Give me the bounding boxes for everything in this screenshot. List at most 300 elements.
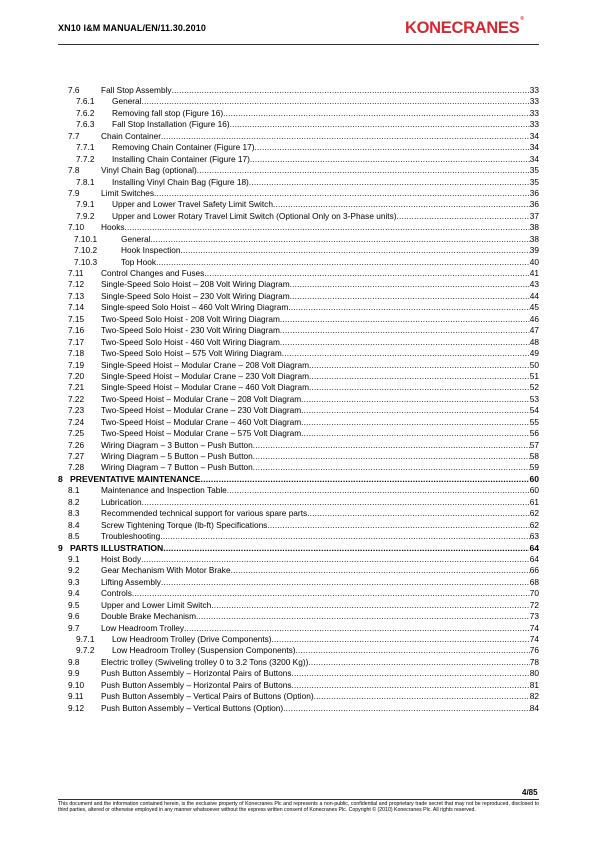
toc-section-title: Single-Speed Solo Hoist – 208 Volt Wiring Diagram [101,279,290,290]
toc-entry [121,257,539,268]
toc-section-number: 7.10.3 [74,256,98,267]
toc-page-number: 38 [529,222,539,233]
toc-row[interactable] [58,199,539,210]
toc-page-number: 64 [529,542,539,553]
toc-section-number: 7.10.1 [74,233,98,244]
toc-entry [101,680,539,691]
toc-page-number: 47 [529,325,539,336]
toc-row[interactable] [58,394,539,405]
toc-dot-leader [142,96,530,107]
toc-dot-leader [231,565,530,576]
toc-page-number: 60 [529,485,539,496]
toc-section-title: Limit Switches [101,187,155,198]
toc-entry [101,485,539,496]
toc-page-number: 58 [529,451,539,461]
toc-page-number: 52 [529,382,539,393]
toc-dot-leader [309,360,530,371]
toc-row[interactable] [58,96,539,107]
toc-page-number: 46 [529,313,539,324]
toc-section-title: Lubrication [101,496,142,507]
toc-section-number: 7.19 [68,359,85,370]
toc-entry [101,165,539,176]
toc-dot-leader [151,234,530,245]
toc-dot-leader [227,485,530,496]
toc-dot-leader [141,554,530,565]
toc-page-number: 34 [529,130,539,141]
toc-entry [101,703,539,714]
toc-row[interactable] [58,348,539,359]
toc-section-number: 7.24 [68,416,85,427]
toc-row[interactable] [58,222,539,233]
toc-section-title: Recommended technical support for various spare parts [101,508,308,519]
toc-section-title: Push Button Assembly – Horizontal Pairs of Buttons [101,668,292,679]
toc-dot-leader [201,474,530,485]
toc-dot-leader [309,382,530,393]
toc-row[interactable] [58,703,539,714]
toc-section-title: Installing Chain Container (Figure 17) [112,153,250,164]
toc-page-number: 82 [529,691,539,702]
toc-row[interactable] [58,85,539,96]
toc-page-number: 44 [529,290,539,301]
toc-entry [101,371,539,382]
toc-entry [70,543,539,554]
document-header-title: XN10 I&M MANUAL/EN/11.30.2010 [58,23,206,33]
toc-page-number: 84 [529,702,539,713]
toc-section-number: 7.22 [68,393,85,404]
toc-section-title: Upper and Lower Limit Switch [101,599,212,610]
toc-section-number: 7.11 [68,268,84,278]
toc-row[interactable] [58,291,539,302]
toc-entry [101,325,539,336]
toc-entry [101,668,539,679]
toc-page-number: 41 [529,268,539,278]
toc-row[interactable] [58,188,539,199]
toc-section-number: 9.2 [68,565,80,576]
toc-page-number: 33 [529,107,539,118]
toc-dot-leader [196,611,530,622]
toc-entry [101,497,539,508]
toc-section-number: 7.10.2 [74,245,98,256]
toc-dot-leader [308,657,529,668]
toc-page-number: 39 [529,245,539,256]
toc-row[interactable] [58,142,539,153]
toc-row[interactable] [58,462,539,473]
toc-section-number: 7.9 [68,187,80,198]
header-divider [58,44,539,45]
toc-dot-leader [204,268,529,279]
toc-dot-leader [223,108,530,119]
toc-section-number: 7.23 [68,405,85,416]
toc-dot-leader [272,634,530,645]
toc-section-number: 7.14 [68,302,85,313]
toc-row[interactable] [58,600,539,611]
toc-entry [101,520,539,531]
toc-dot-leader [230,119,530,130]
footer-divider [58,799,539,800]
toc-section-title: Top Hook [121,256,157,267]
toc-page-number: 62 [529,519,539,530]
toc-row[interactable] [58,485,539,496]
toc-section-title: Two-Speed Hoist – Modular Crane – 460 Volt Diagram [101,416,302,427]
toc-entry [112,96,539,107]
konecranes-logo: KONECRANES® [405,15,524,37]
toc-page-number: 74 [529,634,539,644]
toc-section-number: 7.13 [68,290,85,301]
toc-page-number: 74 [529,622,539,633]
toc-section-title: Two-Speed Solo Hoist - 460 Volt Wiring Diagram [101,336,280,347]
toc-section-number: 9.4 [68,588,80,599]
toc-dot-leader [253,462,530,473]
toc-dot-leader [160,531,530,542]
toc-entry [101,417,539,428]
toc-row[interactable] [58,131,539,142]
toc-dot-leader [197,165,530,176]
toc-dot-leader [249,177,530,188]
toc-section-number: 9.12 [68,702,85,713]
toc-section-number: 9 [58,542,63,553]
toc-section-title: PARTS ILLUSTRATION [70,542,164,553]
toc-row[interactable] [58,691,539,702]
toc-section-number: 7.20 [68,370,85,381]
toc-row[interactable] [58,508,539,519]
toc-section-number: 7.6.1 [76,96,95,107]
toc-entry [112,645,539,656]
toc-page-number: 51 [529,370,539,381]
toc-row[interactable] [58,177,539,188]
toc-page-number: 35 [529,176,539,187]
confidentiality-notice: This document and the information contained herein, is the exclusive property of Konecranes Plc and represents a non-public, confidential and proprietary trade secret that may not be reproduced, disclosed to third parties, altered or otherwise employed in any manner whatsoever without the express written consent of Konecranes Plc. Copyright © (2010) Konecranes Plc. All rights reserved. [58,801,539,814]
toc-page-number: 54 [529,405,539,416]
toc-entry [101,451,539,462]
toc-section-title: Wiring Diagram – 7 Button – Push Button [101,462,253,473]
toc-dot-leader [142,497,530,508]
toc-row[interactable] [58,382,539,393]
toc-page-number: 72 [529,599,539,610]
toc-section-number: 9.6 [68,611,80,622]
toc-dot-leader [314,691,530,702]
toc-row[interactable] [58,314,539,325]
toc-section-number: 8.2 [68,496,80,507]
toc-row[interactable] [58,668,539,679]
toc-page-number: 60 [529,473,539,484]
toc-section-title: Single-speed Solo Hoist – 460 Volt Wiring Diagram [101,302,289,313]
toc-section-number: 7.7.1 [76,142,95,153]
toc-page-number: 76 [529,645,539,656]
toc-row[interactable] [58,565,539,576]
toc-row[interactable] [58,680,539,691]
toc-page-number: 38 [529,233,539,244]
toc-dot-leader [301,405,530,416]
toc-section-title: Upper and Lower Travel Safety Limit Switch [112,199,273,210]
toc-entry [112,199,539,210]
toc-section-title: Lifting Assembly [101,576,161,587]
toc-entry [101,348,539,359]
toc-dot-leader [288,302,530,313]
toc-section-title: Push Button Assembly – Vertical Buttons (Option) [101,702,284,713]
toc-section-title: Two-Speed Hoist – Modular Crane – 230 Volt Diagram [101,405,302,416]
toc-page-number: 81 [529,679,539,690]
toc-section-number: 9.7.2 [76,645,95,656]
toc-section-number: 7.16 [68,325,85,336]
toc-section-title: Vinyl Chain Bag (optional) [101,165,197,176]
toc-section-title: Single-Speed Hoist – Modular Crane – 460 Volt Diagram [101,382,309,393]
toc-dot-leader [172,85,530,96]
toc-section-title: Screw Tightening Torque (lb-ft) Specifications [101,519,268,530]
toc-dot-leader [309,371,530,382]
toc-row[interactable] [58,360,539,371]
toc-page-number: 49 [529,348,539,359]
toc-section-title: Wiring Diagram – 5 Button – Push Button [101,451,253,461]
toc-chapter-row[interactable] [58,474,539,485]
toc-row[interactable] [58,268,539,279]
toc-section-number: 7.8 [68,165,80,176]
toc-entry [101,565,539,576]
toc-entry [112,177,539,188]
toc-row[interactable] [58,245,539,256]
toc-section-title: Hook Inspection [121,245,181,256]
toc-entry [101,188,539,199]
toc-dot-leader [290,279,530,290]
toc-dot-leader [280,337,530,348]
toc-section-number: 7.9.1 [76,199,95,210]
toc-page-number: 68 [529,576,539,587]
toc-entry [101,440,539,451]
toc-row[interactable] [58,588,539,599]
toc-page-number: 37 [529,210,539,221]
toc-dot-leader [211,600,530,611]
toc-row[interactable] [58,531,539,542]
toc-page-number: 43 [529,279,539,290]
toc-section-title: Electric trolley (Swiveling trolley 0 to 3.2 Tons (3200 Kg)) [101,656,309,667]
toc-section-number: 9.5 [68,599,80,610]
toc-entry [101,600,539,611]
toc-dot-leader [296,645,530,656]
toc-page-number: 36 [529,199,539,210]
toc-section-number: 7.7.2 [76,153,95,164]
toc-entry [101,508,539,519]
toc-row[interactable] [58,302,539,313]
toc-entry [121,245,539,256]
toc-dot-leader [181,245,530,256]
toc-page-number: 80 [529,668,539,679]
toc-section-title: Gear Mechanism With Motor Brake [101,565,231,576]
toc-page-number: 78 [529,656,539,667]
toc-entry [101,691,539,702]
toc-dot-leader [280,325,530,336]
toc-page-number: 35 [529,165,539,176]
toc-dot-leader [282,348,530,359]
toc-section-number: 8 [58,473,63,484]
toc-entry [101,623,539,634]
toc-row[interactable] [58,657,539,668]
toc-row[interactable] [58,405,539,416]
toc-entry [121,234,539,245]
toc-section-title: Push Button Assembly – Horizontal Pairs of Buttons [101,679,292,690]
toc-page-number: 73 [529,611,539,622]
toc-section-title: Two-Speed Hoist – Modular Crane – 575 Volt Diagram [101,428,302,439]
toc-entry [101,657,539,668]
toc-section-number: 7.8.1 [76,176,95,187]
toc-section-number: 7.18 [68,348,85,359]
toc-row[interactable] [58,211,539,222]
toc-page-number: 64 [529,553,539,564]
toc-entry [101,462,539,473]
toc-dot-leader [290,291,530,302]
toc-row[interactable] [58,623,539,634]
toc-row[interactable] [58,634,539,645]
toc-section-title: Single-Speed Solo Hoist – 230 Volt Wiring Diagram [101,290,290,301]
toc-row[interactable] [58,337,539,348]
toc-row[interactable] [58,119,539,130]
toc-section-number: 7.10 [68,222,85,233]
toc-dot-leader [156,257,530,268]
toc-page-number: 33 [529,119,539,130]
toc-entry [101,577,539,588]
toc-row[interactable] [58,257,539,268]
toc-dot-leader [397,211,530,222]
toc-entry [101,268,539,279]
toc-row[interactable] [58,417,539,428]
toc-row[interactable] [58,154,539,165]
toc-section-title: Fall Stop Installation (Figure 16) [112,119,230,130]
toc-dot-leader [253,451,530,462]
toc-section-title: Two-Speed Solo Hoist – 575 Volt Wiring Diagram [101,348,282,359]
toc-section-number: 7.6.3 [76,119,95,130]
toc-row[interactable] [58,645,539,656]
toc-section-number: 7.15 [68,313,85,324]
toc-row[interactable] [58,497,539,508]
toc-page-number: 56 [529,428,539,439]
toc-page-number: 34 [529,153,539,164]
toc-dot-leader [291,680,529,691]
toc-dot-leader [161,577,530,588]
toc-page-number: 55 [529,416,539,427]
toc-page-number: 33 [529,96,539,107]
toc-entry [70,474,539,485]
toc-section-number: 7.25 [68,428,85,439]
toc-row[interactable] [58,165,539,176]
toc-section-number: 7.7 [68,130,80,141]
toc-entry [101,360,539,371]
toc-dot-leader [301,428,530,439]
toc-page-number: 62 [529,508,539,519]
toc-dot-leader [280,314,530,325]
toc-section-number: 7.17 [68,336,85,347]
toc-section-number: 8.4 [68,519,80,530]
toc-row[interactable] [58,577,539,588]
toc-entry [101,291,539,302]
toc-entry [101,531,539,542]
toc-section-number: 7.26 [68,439,85,450]
toc-section-number: 9.9 [68,668,80,679]
toc-section-number: 7.28 [68,462,85,473]
toc-entry [101,588,539,599]
toc-dot-leader [132,588,530,599]
toc-dot-leader [255,142,530,153]
toc-section-number: 8.5 [68,531,80,542]
toc-entry [112,634,539,645]
toc-section-title: Troubleshooting [101,531,161,542]
toc-row[interactable] [58,520,539,531]
toc-dot-leader [283,703,530,714]
toc-entry [101,222,539,233]
toc-entry [101,382,539,393]
toc-row[interactable] [58,428,539,439]
toc-section-title: General [112,96,142,107]
toc-section-number: 9.3 [68,576,80,587]
toc-entry [112,211,539,222]
toc-entry [101,279,539,290]
toc-section-number: 8.3 [68,508,80,519]
toc-row[interactable] [58,611,539,622]
toc-page-number: 50 [529,359,539,370]
toc-dot-leader [301,394,530,405]
toc-section-number: 9.7 [68,622,80,633]
toc-entry [101,131,539,142]
toc-row[interactable] [58,371,539,382]
toc-section-title: Double Brake Mechanism [101,611,196,622]
toc-entry [112,154,539,165]
toc-section-title: Low Headroom Trolley (Suspension Components) [112,645,296,656]
toc-row[interactable] [58,451,539,462]
toc-row[interactable] [58,279,539,290]
toc-entry [101,611,539,622]
toc-dot-leader [184,623,530,634]
toc-row[interactable] [58,108,539,119]
toc-section-number: 7.21 [68,382,85,393]
toc-chapter-row[interactable] [58,543,539,554]
toc-section-title: Upper and Lower Rotary Travel Limit Switch (Optional Only on 3-Phase units) [112,210,397,221]
toc-page-number: 48 [529,336,539,347]
toc-section-title: Two-Speed Hoist – Modular Crane – 208 Volt Diagram [101,393,302,404]
toc-section-title: Wiring Diagram – 3 Button – Push Button [101,439,253,450]
toc-page-number: 57 [529,439,539,450]
toc-entry [101,554,539,565]
toc-dot-leader [301,417,530,428]
toc-entry [112,108,539,119]
toc-row[interactable] [58,234,539,245]
toc-row[interactable] [58,440,539,451]
page-number: 4/85 [522,788,538,797]
toc-dot-leader [163,543,529,554]
toc-page-number: 70 [529,588,539,599]
toc-section-number: 9.11 [68,691,84,702]
toc-entry [112,142,539,153]
toc-section-title: Single-Speed Hoist – Modular Crane – 208 Volt Diagram [101,359,309,370]
toc-entry [101,302,539,313]
toc-page-number: 59 [529,462,539,473]
toc-row[interactable] [58,325,539,336]
toc-entry [101,85,539,96]
toc-dot-leader [267,520,529,531]
toc-section-title: Two-Speed Solo Hoist - 208 Volt Wiring Diagram [101,313,280,324]
toc-entry [101,394,539,405]
toc-dot-leader [253,440,530,451]
toc-page-number: 40 [529,256,539,267]
toc-entry [101,337,539,348]
toc-section-title: Removing Chain Container (Figure 17) [112,142,255,153]
toc-dot-leader [161,131,530,142]
toc-dot-leader [307,508,530,519]
toc-section-number: 9.7.1 [76,634,95,644]
toc-entry [101,314,539,325]
toc-section-title: Installing Vinyl Chain Bag (Figure 18) [112,176,249,187]
toc-row[interactable] [58,554,539,565]
toc-section-title: Hooks [101,222,125,233]
toc-section-number: 7.6.2 [76,107,95,118]
toc-page-number: 63 [529,531,539,542]
toc-entry [101,428,539,439]
